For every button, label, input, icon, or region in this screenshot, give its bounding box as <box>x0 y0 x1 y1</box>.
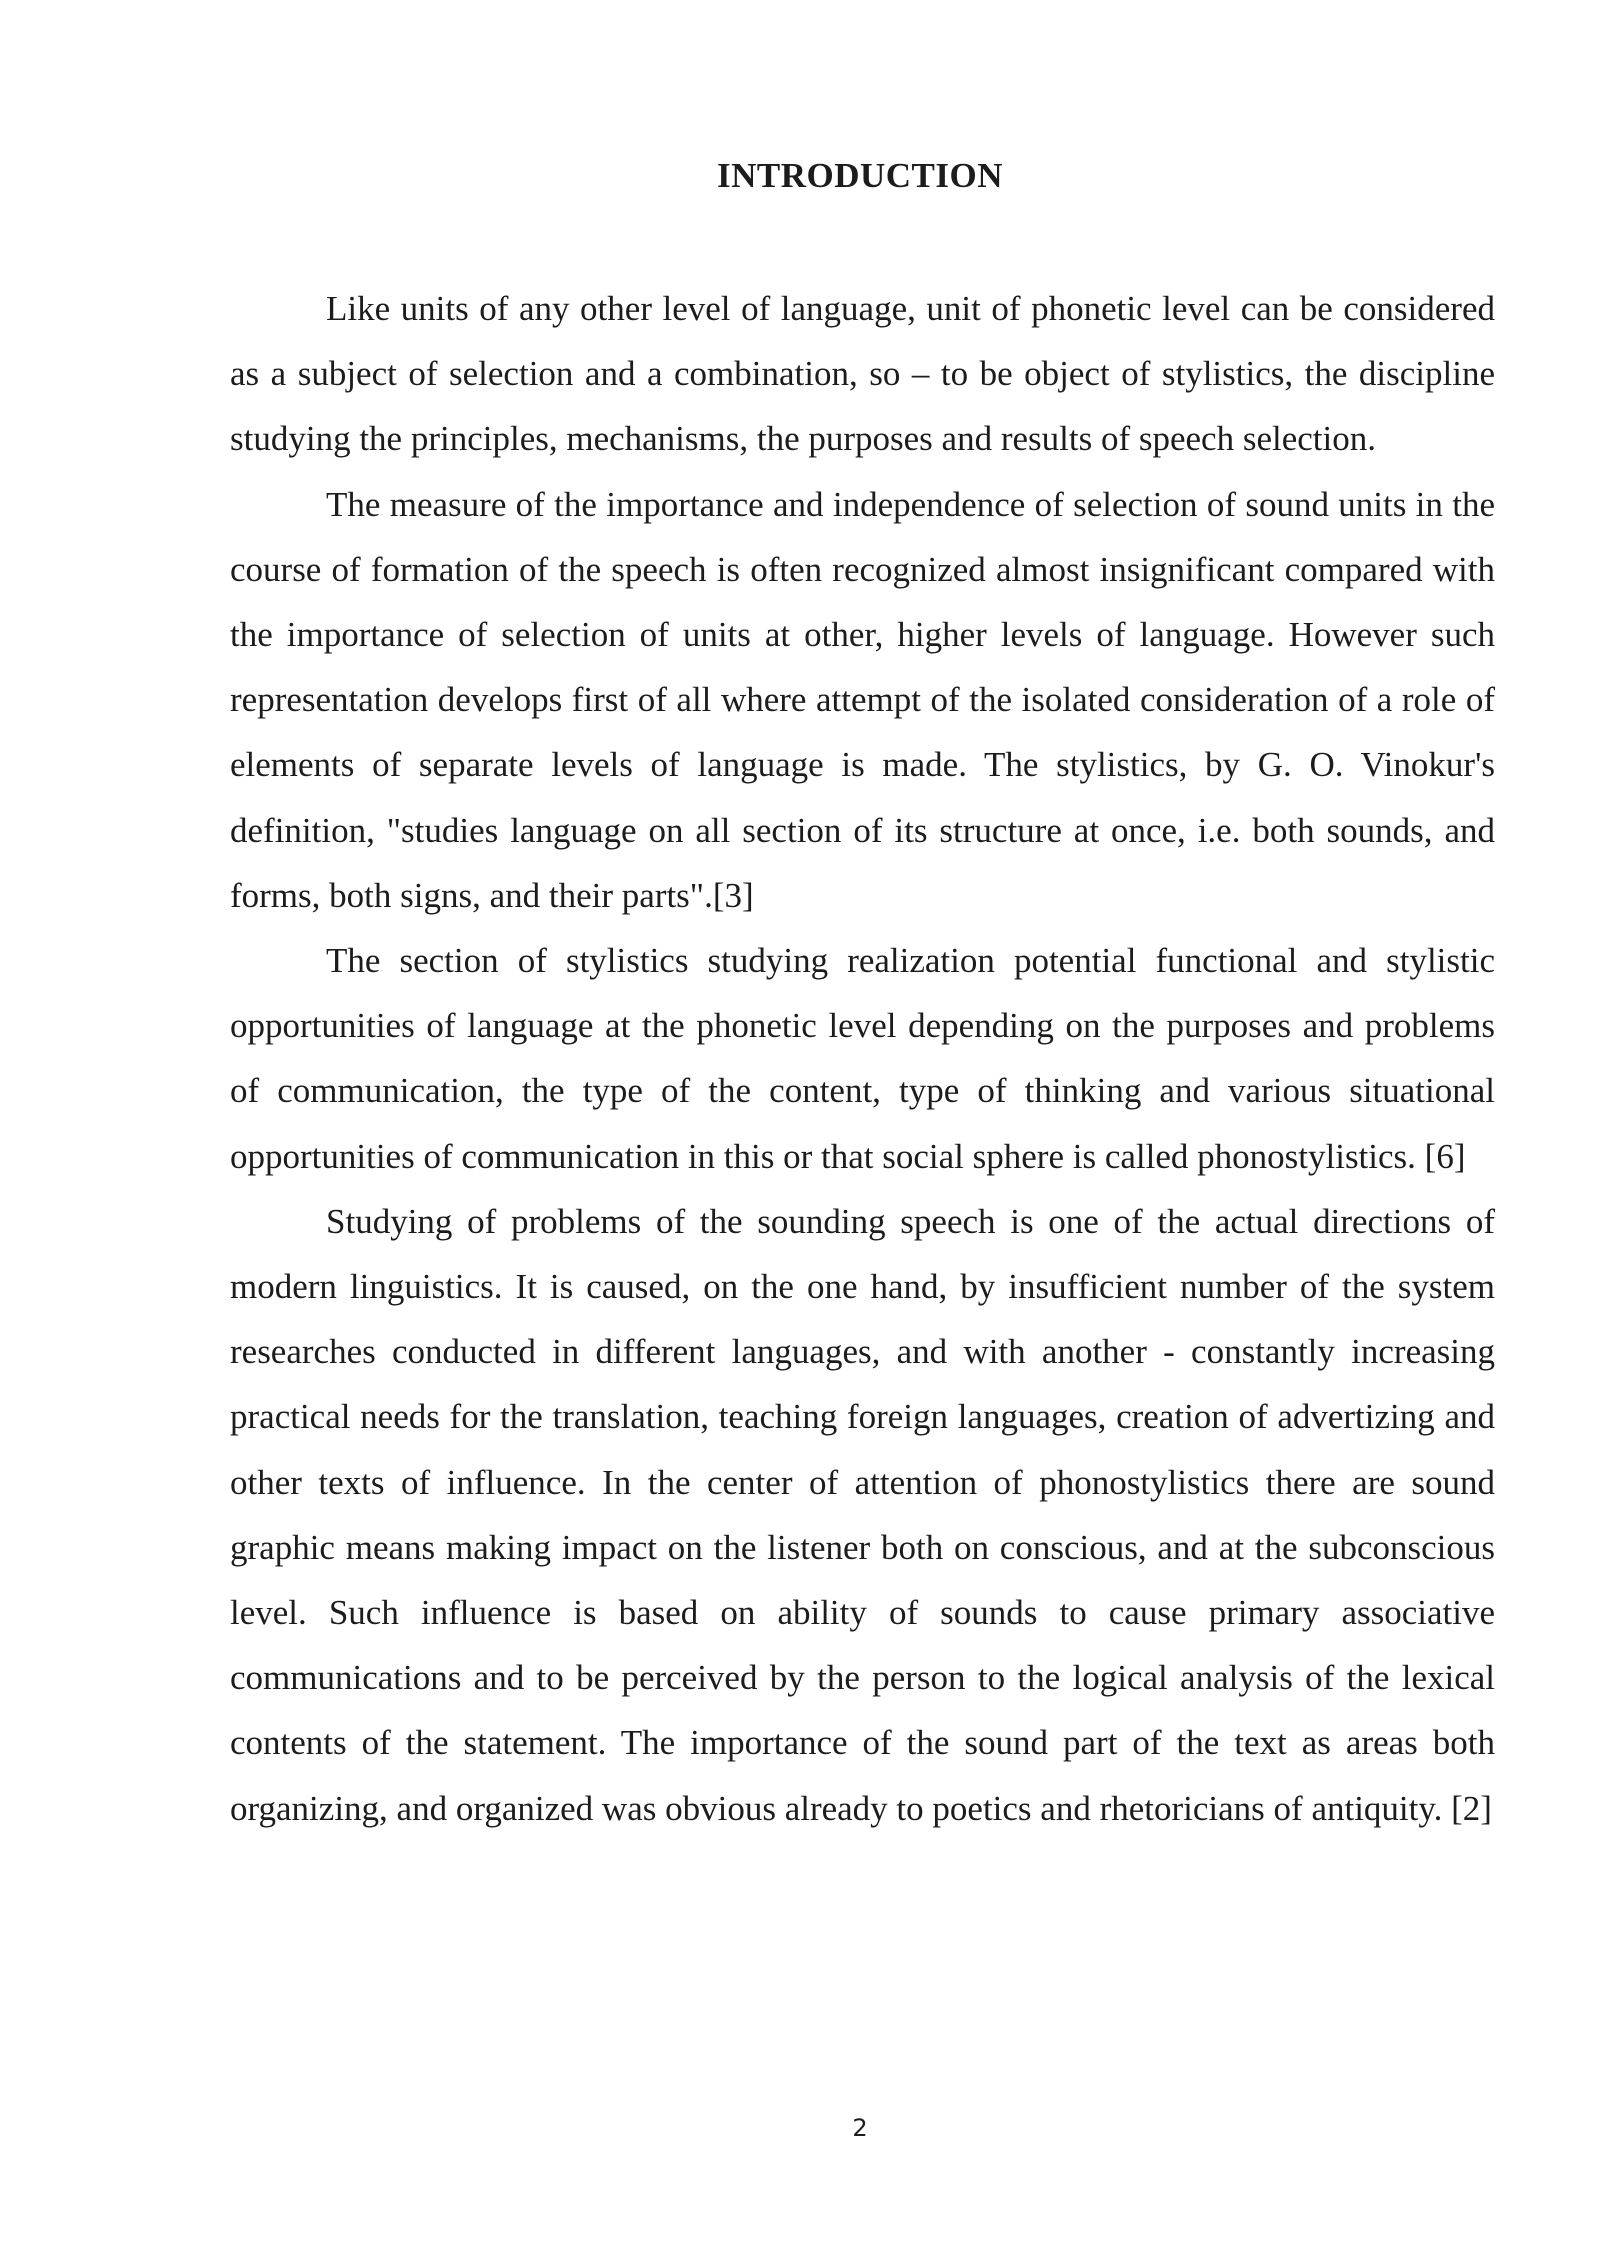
page-number: 2 <box>852 2114 868 2142</box>
paragraph-2: The measure of the importance and independence of selection of sound units in the course of formation of the speech is often recognized almost insignificant compared with the importance of selection of units at other, higher levels of language. However such representation develops first of all where attempt of the isolated consideration of a role of elements of separate levels of language is made. The stylistics, by G. O. Vinokur's definition, "studies language on all section of its structure at once, i.e. both sounds, and forms, both signs, and their parts".[3] <box>230 484 1495 915</box>
paragraph-4: Studying of problems of the sounding speech is one of the actual directions of modern linguistics. It is caused, on the one hand, by insufficient number of the system researches conducted in different languages, and with another - constantly increasing practical needs for the translation, teaching foreign languages, creation of advertizing and other texts of influence. In the center of attention of phonostylistics there are sound graphic means making impact on the listener both on conscious, and at the subconscious level. Such influence is based on ability of sounds to cause primary associative communications and to be perceived by the person to the logical analysis of the lexical contents of the statement. The importance of the sound part of the text as areas both organizing, and organized was obvious already to poetics and rhetoricians of antiquity. [2] <box>230 1201 1495 1828</box>
paragraph-3: The section of stylistics studying realization potential functional and stylistic opportunities of language at the phonetic level depending on the purposes and problems of communication, the type of the content, type of thinking and various situational opportunities of communication in this or that social sphere is called phonostylistics. [6] <box>230 941 1495 1176</box>
section-heading: INTRODUCTION <box>716 156 1004 195</box>
paragraph-1: Like units of any other level of language, unit of phonetic level can be considered as a subject of selection and a combination, so – to be object of stylistics, the discipline studying the principles, mechanisms, the purposes and results of speech selection. <box>230 289 1495 459</box>
body-text <box>230 276 1495 1841</box>
